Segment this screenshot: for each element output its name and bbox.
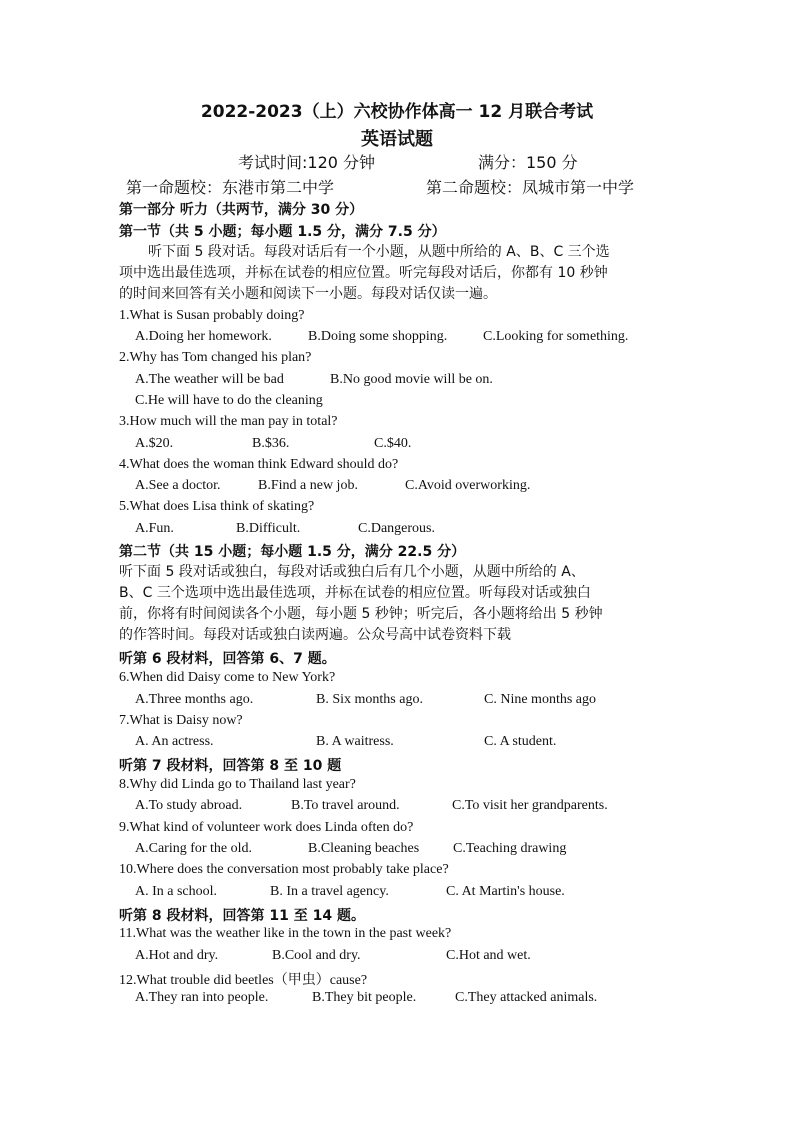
q8-option-a: A.To study abroad. xyxy=(135,798,243,813)
section1-instructions-line: 项中选出最佳选项，并标在试卷的相应位置。听完每段对话后，你都有 10 秒钟 xyxy=(119,265,608,281)
full-score: 满分：150 分 xyxy=(478,153,578,172)
q5-option-a: A.Fun. xyxy=(135,521,174,536)
q10-option-b: B. In a travel agency. xyxy=(270,884,389,899)
material-6-heading: 听第 6 段材料，回答第 6、7 题。 xyxy=(119,651,336,667)
q12-option-a: A.They ran into people. xyxy=(135,990,269,1005)
q4-option-a: A.See a doctor. xyxy=(135,478,221,493)
q8-option-b: B.To travel around. xyxy=(291,798,400,813)
q10-option-c: C. At Martin's house. xyxy=(446,884,565,899)
question-8: 8.Why did Linda go to Thailand last year? xyxy=(119,777,356,792)
q4-option-c: C.Avoid overworking. xyxy=(405,478,531,493)
question-6: 6.When did Daisy come to New York? xyxy=(119,670,336,685)
q2-option-a: A.The weather will be bad xyxy=(135,372,284,387)
q1-option-a: A.Doing her homework. xyxy=(135,329,272,344)
question-4: 4.What does the woman think Edward should do? xyxy=(119,457,399,472)
part1-title: 第一部分 听力（共两节，满分 30 分） xyxy=(119,202,364,218)
q5-option-c: C.Dangerous. xyxy=(358,521,435,536)
section2-title: 第二节（共 15 小题；每小题 1.5 分，满分 22.5 分） xyxy=(119,544,466,560)
q2-option-c: C.He will have to do the cleaning xyxy=(135,393,323,408)
q8-option-c: C.To visit her grandparents. xyxy=(452,798,608,813)
q12-option-b: B.They bit people. xyxy=(312,990,417,1005)
q9-option-c: C.Teaching drawing xyxy=(453,841,567,856)
section2-instructions-line: B、C 三个选项中选出最佳选项，并标在试卷的相应位置。听每段对话或独白 xyxy=(119,585,591,601)
q7-option-c: C. A student. xyxy=(484,734,557,749)
school-1: 第一命题校：东港市第二中学 xyxy=(126,178,335,197)
q12-option-c: C.They attacked animals. xyxy=(455,990,598,1005)
q11-option-a: A.Hot and dry. xyxy=(135,948,219,963)
question-5: 5.What does Lisa think of skating? xyxy=(119,499,315,514)
q3-option-b: B.$36. xyxy=(252,436,290,451)
section1-title: 第一节（共 5 小题；每小题 1.5 分，满分 7.5 分） xyxy=(119,224,446,240)
material-7-heading: 听第 7 段材料，回答第 8 至 10 题 xyxy=(119,758,342,774)
section1-instructions-line: 听下面 5 段对话。每段对话后有一个小题，从题中所给的 A、B、C 三个选 xyxy=(148,244,610,260)
q2-option-b: B.No good movie will be on. xyxy=(330,372,493,387)
q9-option-b: B.Cleaning beaches xyxy=(308,841,420,856)
question-7: 7.What is Daisy now? xyxy=(119,713,243,728)
question-1: 1.What is Susan probably doing? xyxy=(119,308,305,323)
question-2: 2.Why has Tom changed his plan? xyxy=(119,350,312,365)
q3-option-a: A.$20. xyxy=(135,436,174,451)
q10-option-a: A. In a school. xyxy=(135,884,218,899)
section1-instructions-line: 的时间来回答有关小题和阅读下一小题。每段对话仅读一遍。 xyxy=(119,286,497,302)
question-11: 11.What was the weather like in the town in the past week? xyxy=(119,926,452,941)
q4-option-b: B.Find a new job. xyxy=(258,478,358,493)
question-3: 3.How much will the man pay in total? xyxy=(119,414,338,429)
section2-instructions-line: 听下面 5 段对话或独白，每段对话或独白后有几个小题，从题中所给的 A、 xyxy=(119,564,585,580)
q11-option-b: B.Cool and dry. xyxy=(272,948,361,963)
section2-instructions-line: 的作答时间。每段对话或独白读两遍。公众号高中试卷资料下载 xyxy=(119,627,511,643)
subject-title: 英语试题 xyxy=(361,129,433,150)
q1-option-b: B.Doing some shopping. xyxy=(308,329,448,344)
q9-option-a: A.Caring for the old. xyxy=(135,841,253,856)
question-10: 10.Where does the conversation most probably take place? xyxy=(119,862,449,877)
q5-option-b: B.Difficult. xyxy=(236,521,301,536)
question-9: 9.What kind of volunteer work does Linda often do? xyxy=(119,820,414,835)
q1-option-c: C.Looking for something. xyxy=(483,329,629,344)
q11-option-c: C.Hot and wet. xyxy=(446,948,531,963)
exam-title: 2022-2023（上）六校协作体高一 12 月联合考试 xyxy=(200,102,594,122)
school-2: 第二命题校：凤城市第一中学 xyxy=(426,178,635,197)
q3-option-c: C.$40. xyxy=(374,436,412,451)
q7-option-a: A. An actress. xyxy=(135,734,214,749)
q6-option-c: C. Nine months ago xyxy=(484,692,596,707)
material-8-heading: 听第 8 段材料，回答第 11 至 14 题。 xyxy=(119,908,365,924)
question-12: 12.What trouble did beetles（甲虫）cause? xyxy=(119,973,368,988)
section2-instructions-line: 前，你将有时间阅读各个小题，每小题 5 秒钟；听完后，各小题将给出 5 秒钟 xyxy=(119,606,603,622)
q6-option-b: B. Six months ago. xyxy=(316,692,423,707)
exam-time: 考试时间:120 分钟 xyxy=(238,153,376,172)
q7-option-b: B. A waitress. xyxy=(316,734,394,749)
q6-option-a: A.Three months ago. xyxy=(135,692,254,707)
